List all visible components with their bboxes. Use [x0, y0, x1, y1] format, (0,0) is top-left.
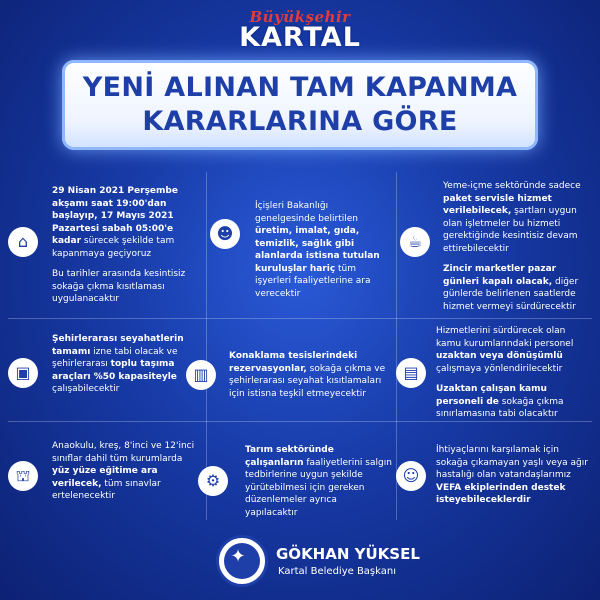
cell-text: Yeme-içme sektöründe sadece paket servisle hizmet verilebilecek, şartları uygun olan işletmeler bu hizmeti gerektiğinde kesintisiz devam ettirebilecektir Zincir marketler pazar günleri kapalı olacak, diğer günlerde belirlenen saatlerde hizmet vermeyi sürdürecektir: [443, 181, 581, 312]
eagle-icon: ✦: [230, 546, 246, 567]
coffee-cup-icon: ☕: [400, 227, 430, 257]
tractor-icon: ⚙: [198, 466, 228, 496]
school-icon: ⛫: [8, 461, 38, 491]
cell-text: Hizmetlerini sürdürecek olan kamu kurumlarındaki personel uzaktan veya dönüşümlü çalışmaya yönlendirilecektir Uzaktan çalışan kamu personeli de sokağa çıkma sınırlamasına tabi olacaktır: [436, 326, 574, 419]
cell-text: 29 Nisan 2021 Perşembe akşamı saat 19:00'dan başlayıp, 17 Mayıs 2021 Pazartesi sabah 05:00'e kadar sürecek şekilde tam kapanmaya geçiyoruz Bu tarihler arasında kesintisiz sokağa çıkma kısıtlaması uygulanacaktır: [52, 186, 186, 304]
cell-text: Konaklama tesislerindeki rezervasyonlar, sokağa çıkma ve şehirlerarası seyahat kısıtlamaları için istisna teşkil etmeyecektir: [229, 351, 386, 399]
mayor-signature: [216, 535, 420, 590]
cell-text: Anaokulu, kreş, 8'inci ve 12'inci sınıflar dahil tüm kurumlarda yüz yüze eğitime ara verilecek, tüm sınavlar ertelenecektir: [52, 441, 195, 501]
logo-top-text: Büyükşehir: [249, 8, 351, 26]
house-icon: ⌂: [8, 227, 38, 257]
mayor-name: GÖKHAN YÜKSEL: [276, 545, 420, 563]
building-icon: ▥: [186, 360, 216, 390]
title-line-2: KARARLARINA GÖRE: [142, 106, 458, 137]
kartal-logo: [0, 10, 600, 51]
cell-text: İhtiyaçlarını karşılamak için sokağa çıkamayan yaşlı veya ağır hastalığı olan vatandaşlarımız VEFA ekiplerinden destek isteyebileceklerdir: [436, 445, 588, 505]
workers-icon: ☻: [210, 219, 240, 249]
page-title: [62, 60, 538, 139]
headline-panel: [62, 60, 538, 150]
cell-text: Tarım sektöründe çalışanların faaliyetlerini salgın tedbirlerine uygun şekilde yürütebilmesi için gereken düzenlemeler ayrıca yapılacaktır: [245, 445, 392, 518]
logo-main-text: KARTAL: [239, 22, 361, 53]
briefcase-icon: ▤: [396, 358, 426, 388]
elderly-people-icon: ☺: [396, 461, 426, 491]
title-line-1: YENİ ALINAN TAM KAPANMA: [82, 72, 518, 103]
mayor-title: Kartal Belediye Başkanı: [278, 566, 397, 577]
cell-text: İçişleri Bakanlığı genelgesinde belirtilen üretim, imalat, gıda, temizlik, sağlık gibi alanlarda istisna tutulan kuruluşlar hariç tüm işyerleri faaliyetlerine ara verecektir: [255, 201, 380, 299]
municipality-emblem: [216, 535, 268, 587]
row-divider-1: [8, 318, 592, 319]
bus-icon: ▣: [8, 358, 38, 388]
row-divider-2: [8, 421, 592, 422]
cell-text: Şehirlerarası seyahatlerin tamamı izne tabi olacak ve şehirlerarası toplu taşıma araçları %50 kapasiteyle çalışabilecektir: [52, 334, 184, 394]
